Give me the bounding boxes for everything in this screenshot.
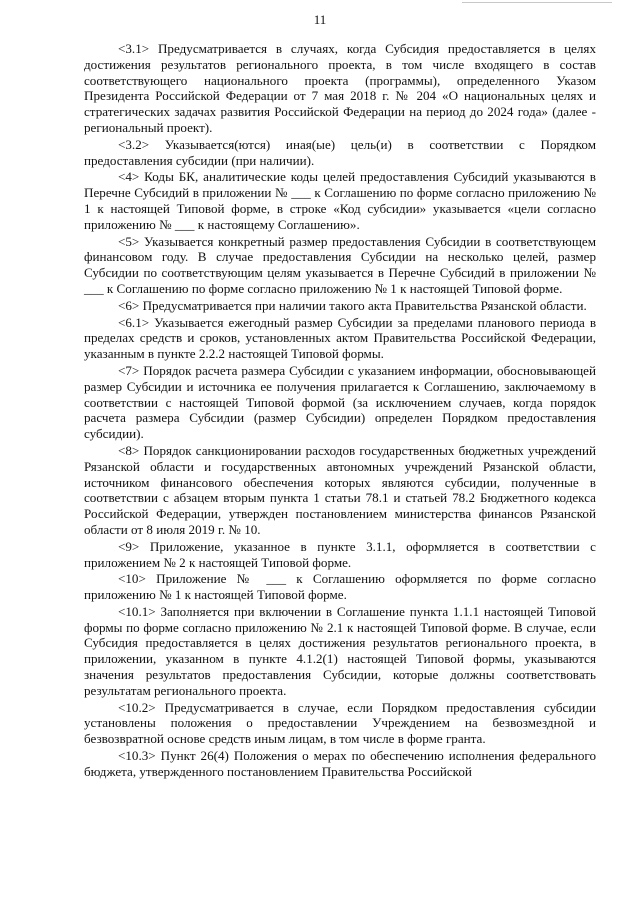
footnote-10-2: <10.2> Предусматривается в случае, если Порядком предоставления субсидии установлены положения о предоставлении Учреждением на безвозмездной и безвозвратной основе средств иным лицам, в том числе в форме гранта. — [84, 699, 596, 747]
footnote-4: <4> Коды БК, аналитические коды целей предоставления Субсидий указываются в Перечне Субсидий в приложении № ___ к Соглашению по форме согласно приложению № 1 к настоящей Типовой форме, в строке «Код субсидии» указывается «цели согласно приложению № ___ к настоящему Соглашению». — [84, 169, 596, 232]
footnote-3-2: <3.2> Указывается(ются) иная(ые) цель(и) в соответствии с Порядком предоставления субсидии (при наличии). — [84, 136, 596, 168]
footnote-7: <7> Порядок расчета размера Субсидии с указанием информации, обосновывающей размер Субсидии и источника ее получения прилагается к Соглашению, заключаемому в соответствии с настоящей Типовой формой (за исключением случаев, когда порядок расчета размера Субсидии (размер Субсидии) определен Порядком предоставления субсидии). — [84, 362, 596, 442]
footnote-6: <6> Предусматривается при наличии такого акта Правительства Рязанской области. — [118, 297, 587, 313]
footnote-10-1: <10.1> Заполняется при включении в Соглашение пункта 1.1.1 настоящей Типовой формы по форме согласно приложению № 2.1 к настоящей Типовой форме. В случае, если Субсидия предоставляется в целях достижения результатов регионального проекта, в приложении, указанном в пункте 4.1.2(1) настоящей Типовой формы, указываются значения результатов предоставления Субсидии, которые должны соответствовать результатам регионального проекта. — [84, 603, 596, 698]
top-edge-line — [462, 2, 612, 3]
footnote-6-1: <6.1> Указывается ежегодный размер Субсидии за пределами планового периода в пределах средств и сроков, установленных актом Правительства Российской Федерации, указанным в пункте 2.2.2 настоящей Типовой формы. — [84, 314, 596, 362]
footnote-9: <9> Приложение, указанное в пункте 3.1.1, оформляется в соответствии с приложением № 2 к настоящей Типовой форме. — [84, 538, 596, 570]
footnote-10: <10> Приложение № ___ к Соглашению оформляется по форме согласно приложению № 1 к настоящей Типовой форме. — [84, 571, 596, 603]
footnote-10-3: <10.3> Пункт 26(4) Положения о мерах по обеспечению исполнения федерального бюджета, утвержденного постановлением Правительства Российской — [84, 748, 596, 779]
page-number: 11 — [313, 12, 327, 27]
document-body — [84, 41, 596, 781]
footnote-5: <5> Указывается конкретный размер предоставления Субсидии в соответствующем финансовом году. В случае предоставления Субсидии на несколько целей, размер Субсидии по соответствующим целям указывается в Перечне Субсидий в приложении № ___ к Соглашению по форме согласно приложению № 1 к настоящей Типовой форме. — [84, 233, 596, 296]
footnote-3-1: <3.1> Предусматривается в случаях, когда Субсидия предоставляется в целях достижения результатов регионального проекта, в том числе входящего в состав соответствующего национального проекта (программы), определенного Указом Президента Российской Федерации от 7 мая 2018 г. № 204 «О национальных целях и стратегических задачах развития Российской Федерации на период до 2024 года» (далее - региональный проект). — [84, 41, 596, 135]
footnote-8: <8> Порядок санкционировании расходов государственных бюджетных учреждений Рязанской области и государственных автономных учреждений Рязанской области, источником финансового обеспечения которых являются субсидии, полученные в соответствии с абзацем вторым пункта 1 статьи 78.1 и статьей 78.2 Бюджетного кодекса Российской Федерации, утвержден постановлением министерства финансов Рязанской области от 8 июля 2019 г. № 10. — [84, 442, 596, 537]
